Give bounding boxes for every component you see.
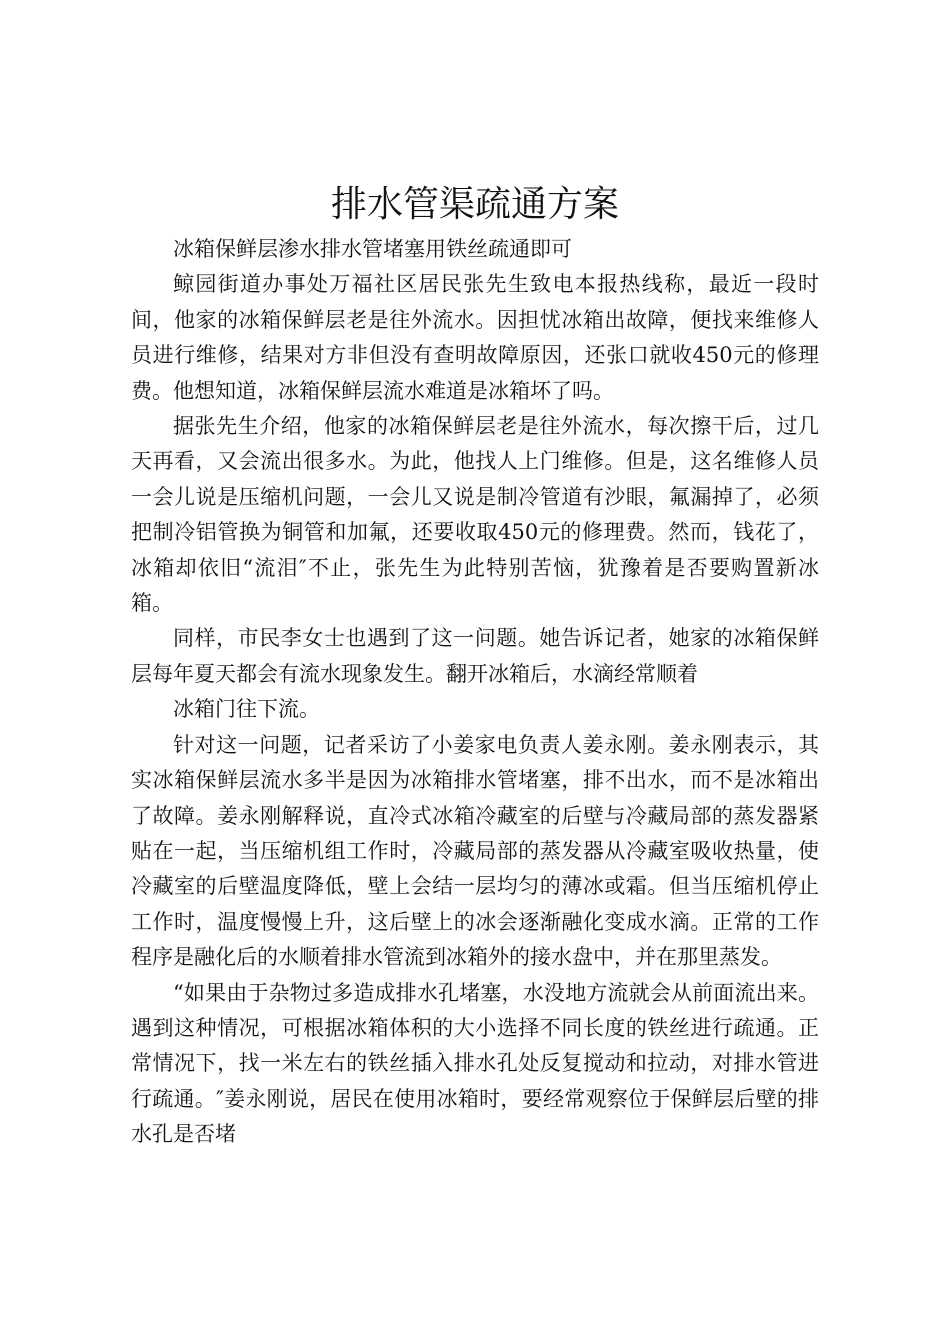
paragraph: 针对这一问题，记者采访了小姜家电负责人姜永刚。姜永刚表示，其实冰箱保鲜层流水多半是因为冰箱排水管堵塞，排不出水，而不是冰箱出了故障。姜永刚解释说，直冷式冰箱冷藏室的后壁与冷藏局部的蒸发器紧贴在一起，当压缩机组工作时，冷藏局部的蒸发器从冷藏室吸收热量，使冷藏室的后壁温度降低，壁上会结一层均匀的薄冰或霜。但当压缩机停止工作时，温度慢慢上升，这后壁上的冰会逐渐融化变成水滴。正常的工作程序是融化后的水顺着排水管流到冰箱外的接水盘中，并在那里蒸发。 bbox=[131, 732, 819, 970]
paragraph: 冰箱门往下流。 bbox=[173, 697, 320, 722]
document-title: 排水管渠疏通方案 bbox=[330, 184, 619, 225]
paragraph: 同样，市民李女士也遇到了这一问题。她告诉记者，她家的冰箱保鲜层每年夏天都会有流水现象发生。翻开冰箱后，水滴经常顺着 bbox=[131, 626, 819, 686]
document-body bbox=[131, 232, 819, 1153]
paragraph: 据张先生介绍，他家的冰箱保鲜层老是往外流水，每次擦干后，过几天再看，又会流出很多水。为此，他找人上门维修。但是，这名维修人员一会儿说是压缩机问题，一会儿又说是制冷管道有沙眼，氟漏掉了，必须把制冷铝管换为铜管和加氟，还要收取450元的修理费。然而，钱花了，冰箱却依旧“流泪″不止，张先生为此特别苦恼，犹豫着是否要购置新冰箱。 bbox=[131, 414, 819, 616]
paragraph: “如果由于杂物过多造成排水孔堵塞，水没地方流就会从前面流出来。遇到这种情况，可根据冰箱体积的大小选择不同长度的铁丝进行疏通。正常情况下，找一米左右的铁丝插入排水孔处反复搅动和拉动，对排水管进行疏通。″姜永刚说，居民在使用冰箱时，要经常观察位于保鲜层后壁的排水孔是否堵 bbox=[131, 980, 819, 1147]
paragraph: 鲸园街道办事处万福社区居民张先生致电本报热线称，最近一段时间，他家的冰箱保鲜层老是往外流水。因担忧冰箱出故障，便找来维修人员进行维修，结果对方非但没有查明故障原因，还张口就收450元的修理费。他想知道，冰箱保鲜层流水难道是冰箱坏了吗。 bbox=[131, 272, 819, 403]
paragraph-subtitle: 冰箱保鲜层渗水排水管堵塞用铁丝疏通即可 bbox=[173, 237, 572, 261]
